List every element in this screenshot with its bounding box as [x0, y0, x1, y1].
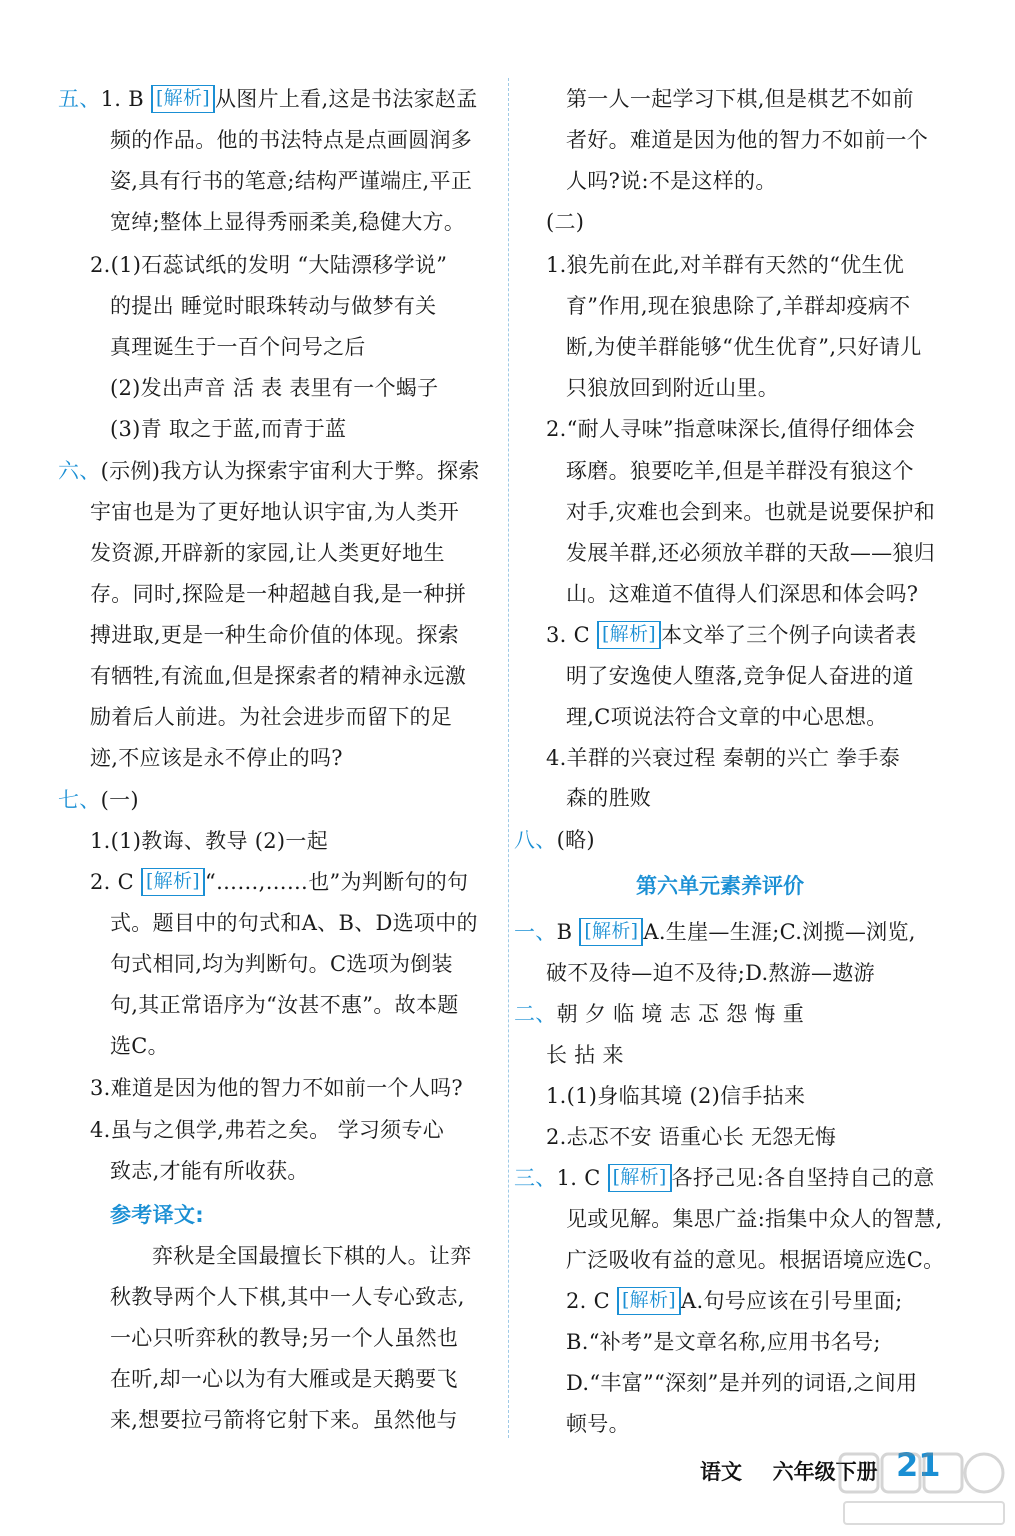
answer-line: 4.虽与之俱学,弗若之矣。 学习须专心	[90, 1118, 445, 1142]
answer-line: 1.(1)教诲、教导 (2)一起	[90, 829, 329, 853]
answer-line: (3)青 取之于蓝,而青于蓝	[110, 417, 347, 441]
unit-title: 第六单元素养评价	[636, 874, 804, 898]
grade-label: 六年级下册	[772, 1460, 878, 1484]
answer-line: 三、1. C [解析] 各抒己见:各自坚持自己的意	[514, 1166, 935, 1190]
answer-line: (二)	[546, 210, 585, 234]
answer-line: 姿,具有行书的笔意;结构严谨端庄,平正	[110, 169, 473, 193]
answer-line: 二、朝 夕 临 境 志 忑 怨 悔 重	[514, 1002, 805, 1026]
answer-line: 破不及待—迫不及待;D.熬游—遨游	[546, 961, 875, 985]
answer-line: D.“丰富”“深刻”是并列的词语,之间用	[566, 1371, 918, 1395]
answer-line: 山。这难道不值得人们深思和体会吗?	[566, 582, 919, 606]
answer-line: 式。题目中的句式和A、B、D选项中的	[110, 911, 478, 935]
translation-line: 来,想要拉弓箭将它射下来。虽然他与	[110, 1408, 458, 1432]
section-marker: 三、	[514, 1166, 557, 1190]
section-marker: 二、	[514, 1002, 557, 1026]
answer-line: 句,其正常语序为“汝甚不惠”。故本题	[110, 993, 459, 1017]
section-marker: 五、	[58, 87, 101, 111]
answer-line: 搏进取,更是一种生命价值的体现。探索	[90, 623, 460, 647]
answer-line: 的提出 睡觉时眼珠转动与做梦有关	[110, 294, 437, 318]
section-marker: 七、	[58, 788, 101, 812]
answer-line: 2.(1)石蕊试纸的发明 “大陆漂移学说”	[90, 253, 448, 277]
answer-line: 句式相同,均为判断句。C选项为倒装	[110, 952, 453, 976]
section-marker: 一、	[514, 920, 557, 944]
answer-line: 见或见解。集思广益:指集中众人的智慧,	[566, 1207, 943, 1231]
translation-line: 秋教导两个人下棋,其中一人专心致志,	[110, 1285, 465, 1309]
answer-line: 选C。	[110, 1034, 169, 1058]
answer-line: 八、(略)	[514, 828, 595, 852]
answer-line: B.“补考”是文章名称,应用书名号;	[566, 1330, 881, 1354]
answer-line: 六、(示例)我方认为探索宇宙利大于弊。探索	[58, 459, 480, 483]
answer-line: 2.忐忑不安 语重心长 无怨无悔	[546, 1125, 837, 1149]
watermark-logo-icon	[838, 1450, 1008, 1530]
answer-line: 频的作品。他的书法特点是点画圆润多	[110, 128, 473, 152]
analysis-tag: [解析]	[617, 1287, 681, 1315]
answer-line: 明了安逸使人堕落,竞争促人奋进的道	[566, 664, 914, 688]
answer-line: 2.“耐人寻味”指意味深长,值得仔细体会	[546, 417, 916, 441]
answer-line: 长 拈 来	[546, 1043, 624, 1067]
page-number: 21	[896, 1446, 941, 1484]
section-marker: 八、	[514, 828, 557, 852]
answer-line: 顿号。	[566, 1412, 630, 1436]
answer-line: 七、(一)	[58, 788, 139, 812]
translation-line: 人吗?说:不是这样的。	[566, 169, 777, 193]
answer-line: 对手,灾难也会到来。也就是说要保护和	[566, 500, 936, 524]
column-divider	[508, 78, 509, 1438]
answer-line: 致志,才能有所收获。	[110, 1159, 309, 1183]
answer-line: 1.(1)身临其境 (2)信手拈来	[546, 1084, 806, 1108]
answer-line: 迹,不应该是永不停止的吗?	[90, 746, 343, 770]
answer-line: 琢磨。狼要吃羊,但是羊群没有狼这个	[566, 459, 914, 483]
answer-line: 宇宙也是为了更好地认识宇宙,为人类开	[90, 500, 460, 524]
translation-line: 者好。难道是因为他的智力不如前一个	[566, 128, 929, 152]
answer-line: 3. C [解析] 本文举了三个例子向读者表	[546, 623, 917, 647]
answer-line: 理,C项说法符合文章的中心思想。	[566, 705, 888, 729]
analysis-tag: [解析]	[579, 918, 643, 946]
answer-line: 2. C [解析] “……,……也”为判断句的句	[90, 870, 469, 894]
section-marker: 六、	[58, 459, 101, 483]
answer-line: 励着后人前进。为社会进步而留下的足	[90, 705, 453, 729]
answer-line: 只狼放回到附近山里。	[566, 376, 779, 400]
answer-line: 存。同时,探险是一种超越自我,是一种拼	[90, 582, 467, 606]
answer-line: 育”作用,现在狼患除了,羊群却疫病不	[566, 294, 911, 318]
translation-line: 弈秋是全国最擅长下棋的人。让弈	[152, 1244, 472, 1268]
answer-line: 有牺牲,有流血,但是探索者的精神永远激	[90, 664, 467, 688]
analysis-tag: [解析]	[151, 85, 215, 113]
answer-line: 发资源,开辟新的家园,让人类更好地生	[90, 541, 445, 565]
analysis-tag: [解析]	[597, 621, 661, 649]
answer-line: 五、1. B [解析] 从图片上看,这是书法家赵孟	[58, 87, 478, 111]
answer-line: 一、B [解析] A.生崖—生涯;C.浏揽—浏览,	[514, 920, 916, 944]
translation-line: 一心只听弈秋的教导;另一个人虽然也	[110, 1326, 459, 1350]
answer-line: 发展羊群,还必须放羊群的天敌——狼归	[566, 541, 936, 565]
analysis-tag: [解析]	[608, 1164, 672, 1192]
answer-line: 2. C [解析] A.句号应该在引号里面;	[566, 1289, 903, 1313]
answer-line: 森的胜败	[566, 786, 652, 810]
answer-line: (2)发出声音 活 表 表里有一个蝎子	[110, 376, 439, 400]
answer-line: 广泛吸收有益的意见。根据语境应选C。	[566, 1248, 945, 1272]
answer-line: 宽绰;整体上显得秀丽柔美,稳健大方。	[110, 210, 466, 234]
answer-line: 真理诞生于一百个问号之后	[110, 335, 366, 359]
answer-line: 4.羊群的兴衰过程 秦朝的兴亡 拳手泰	[546, 746, 901, 770]
translation-heading: 参考译文:	[110, 1203, 204, 1227]
translation-line: 在听,却一心以为有大雁或是天鹅要飞	[110, 1367, 458, 1391]
answer-line: 断,为使羊群能够“优生优育”,只好请儿	[566, 335, 922, 359]
answer-line: 3.难道是因为他的智力不如前一个人吗?	[90, 1076, 463, 1100]
analysis-tag: [解析]	[141, 868, 205, 896]
subject-label: 语文	[700, 1460, 742, 1484]
translation-line: 第一人一起学习下棋,但是棋艺不如前	[566, 87, 914, 111]
answer-line: 1.狼先前在此,对羊群有天然的“优生优	[546, 253, 905, 277]
